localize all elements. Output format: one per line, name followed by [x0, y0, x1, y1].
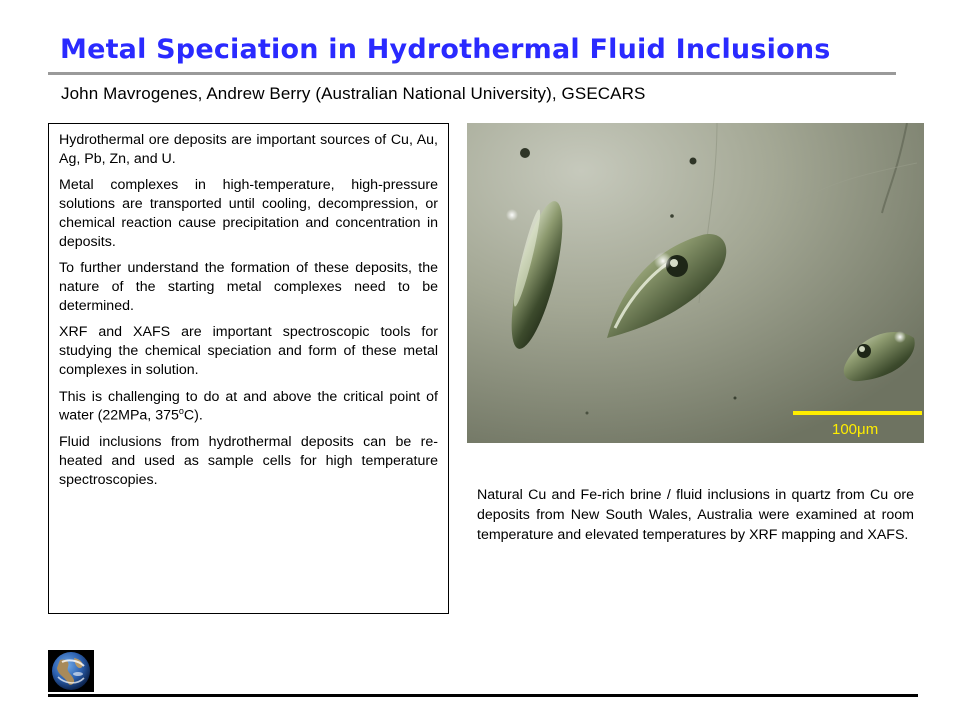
scale-unit-meter: m [865, 421, 879, 438]
title-divider [48, 72, 896, 75]
author-line: John Mavrogenes, Andrew Berry (Australian National University), GSECARS [61, 84, 646, 103]
intro-text-box [48, 123, 449, 614]
scale-unit-micro: μ [857, 421, 866, 438]
scale-bar-label [832, 421, 878, 438]
scale-bar [793, 411, 922, 415]
photo-caption: Natural Cu and Fe-rich brine / fluid inclusions in quartz from Cu ore deposits from New South Wales, Australia were examined at room temperature and elevated temperatures by XRF mapping and XAFS. [477, 487, 914, 543]
earth-globe-icon [48, 650, 94, 692]
micrograph-image [467, 123, 924, 443]
slide-title: Metal Speciation in Hydrothermal Fluid Inclusions [60, 34, 831, 65]
paragraph-understand-formation: To further understand the formation of these deposits, the nature of the starting metal complexes need to be determined. [59, 260, 438, 314]
fluid-inclusion-micrograph [467, 123, 924, 443]
paragraph-fluid-inclusions: Fluid inclusions from hydrothermal deposits can be re-heated and used as sample cells for high temperature spectroscopies. [59, 434, 438, 489]
bottom-divider [48, 694, 918, 697]
scale-value: 100 [832, 421, 858, 438]
paragraph-critical-point [59, 388, 438, 426]
paragraph-xrf-xafs: XRF and XAFS are important spectroscopic tools for studying the chemical speciation and form of these metal complexes in solution. [59, 324, 438, 379]
degree-superscript: o [178, 406, 184, 417]
paragraph-metal-complexes: Metal complexes in high-temperature, high-pressure solutions are transported until cooling, decompression, or chemical reaction cause precipitation and concentration in deposits. [59, 177, 438, 250]
critical-point-unit: C). [183, 408, 203, 425]
earth-globe-graphic [48, 650, 94, 692]
paragraph-ore-deposits: Hydrothermal ore deposits are important sources of Cu, Au, Ag, Pb, Zn, and U. [59, 132, 438, 167]
critical-point-text: This is challenging to do at and above the critical point of water (22MPa, 375 [59, 388, 438, 425]
